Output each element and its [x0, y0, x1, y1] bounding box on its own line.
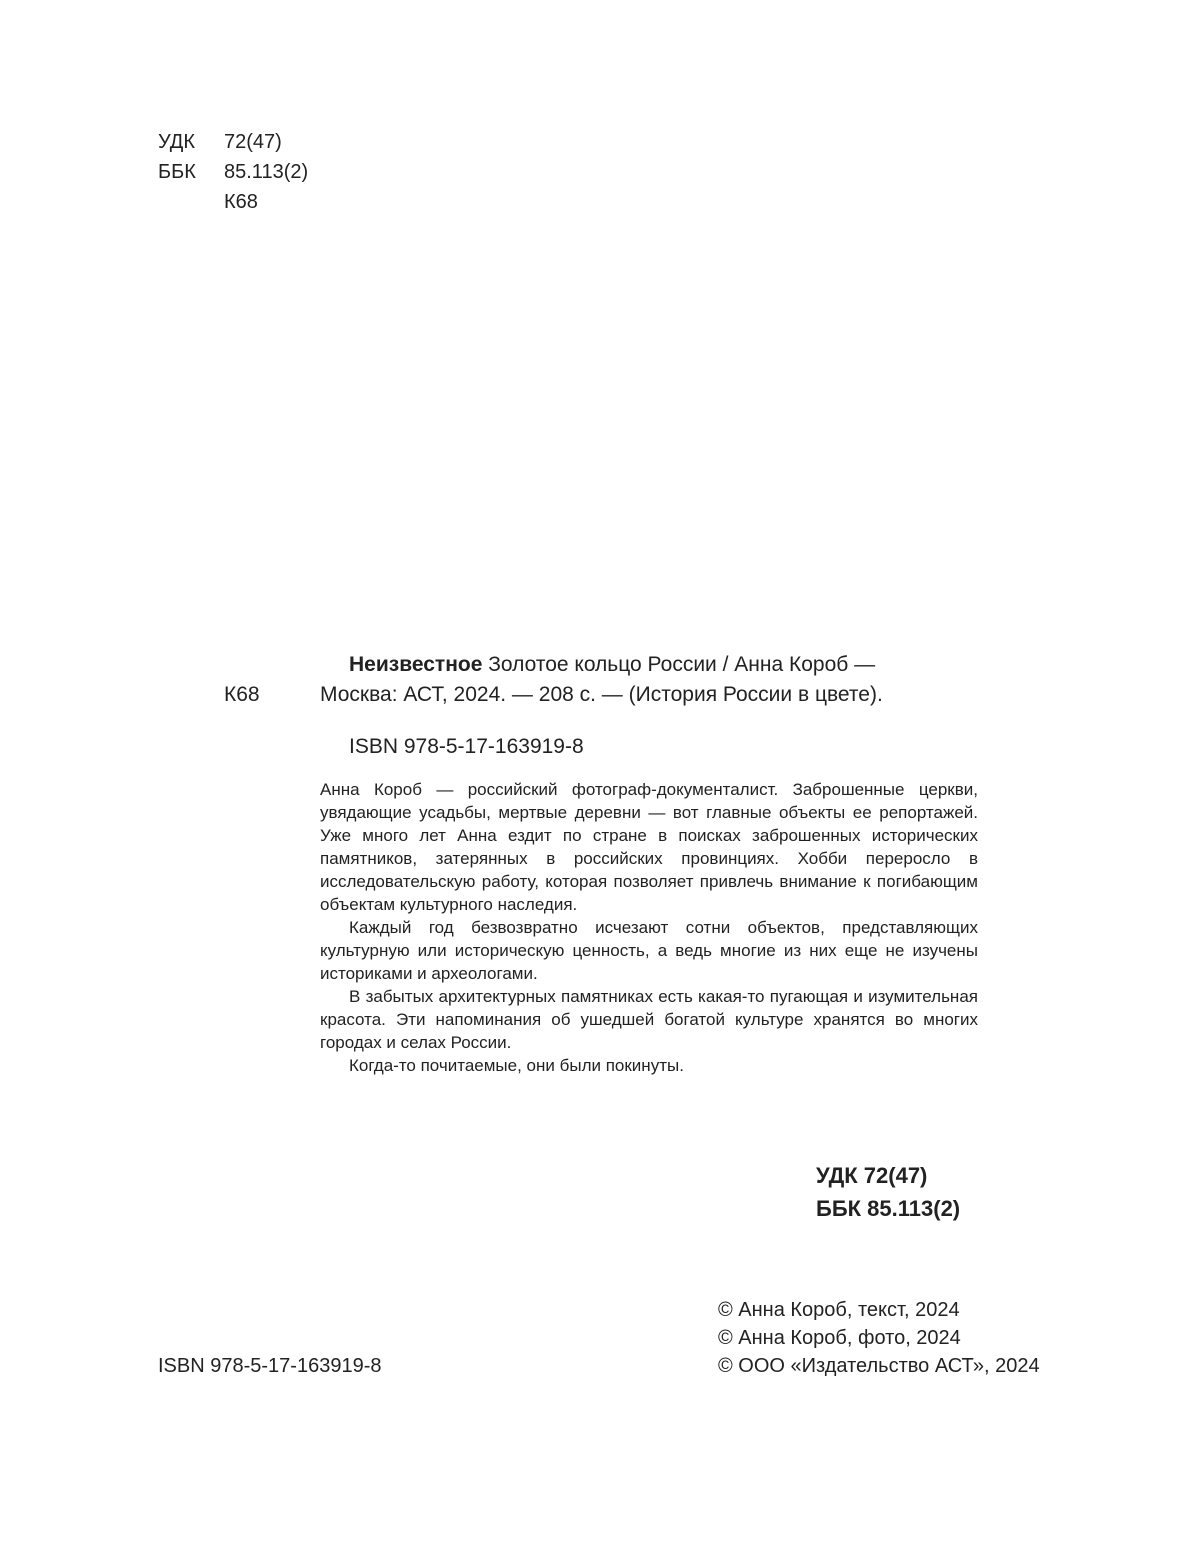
header-udk-label: УДК [158, 131, 196, 153]
header-author-mark: К68 [224, 191, 258, 213]
copyright-text: © Анна Короб, текст, 2024 [718, 1299, 960, 1321]
footer-isbn: ISBN 978-5-17-163919-8 [158, 1355, 382, 1377]
header-udk-value: 72(47) [224, 131, 282, 153]
copyright-photo: © Анна Короб, фото, 2024 [718, 1327, 961, 1349]
annotation-paragraph-1: Анна Короб — российский фотограф-документалист. Заброшенные церкви, увядающие усадьбы, мертвые деревни — вот главные объекты ее репортажей. Уже много лет Анна ездит по стране в поисках заброшенных исторических памятников, затерянных в российских провинциях. Хобби переросло в исследовательскую работу, которая позволяет привлечь внимание к погибающим объектам культурного наследия. [320, 780, 978, 914]
catalog-author-mark: К68 [224, 683, 260, 706]
catalog-isbn: ISBN 978-5-17-163919-8 [349, 735, 584, 758]
annotation [320, 778, 978, 1077]
catalog-publication-line: Москва: АСТ, 2024. — 208 с. — (История России в цвете). [320, 683, 883, 706]
catalog-title-rest: Золотое кольцо России / Анна Короб — [482, 653, 876, 676]
header-bbk-value: 85.113(2) [224, 161, 309, 183]
catalog-title-line [349, 650, 875, 680]
annotation-paragraph-4: Когда-то почитаемые, они были покинуты. [349, 1056, 684, 1075]
annotation-paragraph-2: Каждый год безвозвратно исчезают сотни объектов, представляющих культурную или историческую ценность, а ведь многие из них еще не изучены историками и археологами. [320, 918, 978, 983]
annotation-paragraph-3: В забытых архитектурных памятниках есть какая-то пугающая и изумительная красота. Эти напоминания об ушедшей богатой культуре хранятся во многих городах и селах России. [320, 987, 978, 1052]
catalog-title-bold: Неизвестное [349, 653, 483, 676]
classification-bbk: ББК 85.113(2) [816, 1196, 961, 1221]
classification-udk: УДК 72(47) [816, 1163, 928, 1188]
header-bbk-label: ББК [158, 161, 196, 183]
copyright-publisher: © ООО «Издательство АСТ», 2024 [718, 1355, 1040, 1377]
